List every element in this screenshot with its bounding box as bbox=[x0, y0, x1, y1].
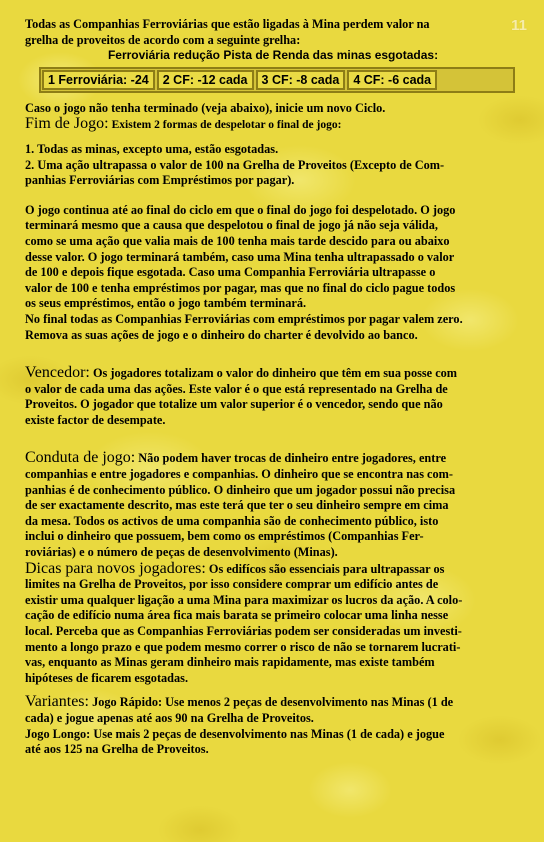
end-game-heading-line bbox=[25, 116, 521, 134]
text-line: Proveitos. O jogador que totalize um valor superior é o vencedor, sendo que não bbox=[25, 397, 443, 412]
list-text: Uma ação ultrapassa o valor de 100 na Grelha de Proveitos (Excepto de Com- bbox=[37, 157, 445, 172]
tips-heading: Dicas para novos jogadores: bbox=[25, 559, 206, 577]
end-game-paragraph bbox=[25, 203, 521, 343]
text-line bbox=[25, 365, 521, 382]
list-number: 1. bbox=[25, 141, 35, 156]
text-line: companhias e entre jogadores e companhias. O dinheiro que se encontra nas com- bbox=[25, 467, 454, 482]
text-line: até aos 125 na Grelha de Proveitos. bbox=[25, 742, 209, 757]
list-item bbox=[25, 142, 521, 158]
page-number: 11 bbox=[511, 17, 527, 34]
penalty-table bbox=[39, 67, 515, 93]
conduct-first-line: Não podem haver trocas de dinheiro entre jogadores, entre bbox=[138, 451, 447, 466]
text-line bbox=[25, 694, 521, 711]
text-line: panhias é de conhecimento público. O dinheiro que um jogador possui não precisa bbox=[25, 482, 456, 497]
text-line: o valor de cada uma das ações. Este valor é o que está representado na Grelha de bbox=[25, 381, 448, 396]
list-item bbox=[25, 158, 521, 174]
text-line: cação de edifício numa área fica mais barata se primeiro colocar uma linha nesse bbox=[25, 608, 449, 623]
conduct-heading: Conduta de jogo: bbox=[25, 449, 136, 467]
end-game-subheading: Existem 2 formas de despelotar o final de jogo: bbox=[111, 119, 342, 132]
intro-line-2: grelha de proveitos de acordo com a seguinte grelha: bbox=[25, 32, 301, 47]
rules-page bbox=[25, 17, 521, 758]
end-game-conditions bbox=[25, 142, 521, 189]
conduct-section bbox=[25, 450, 521, 560]
text-line: Remova as suas ações de jogo e o dinheiro do charter é devolvido ao banco. bbox=[25, 327, 418, 342]
text-line: cada) e jogue apenas até aos 90 na Grelha de Proveitos. bbox=[25, 710, 314, 725]
penalty-cell: 1 Ferroviária: -24 bbox=[42, 70, 155, 90]
text-line: de 100 e depois fique esgotada. Caso uma Companhia Ferroviária ultrapasse o bbox=[25, 265, 436, 280]
penalty-table-title: Ferroviária redução Pista de Renda das minas esgotadas: bbox=[107, 48, 439, 63]
text-line: O jogo continua até ao final do ciclo em que o final do jogo foi despelotado. O jogo bbox=[25, 202, 456, 217]
new-cycle-text: Caso o jogo não tenha terminado (veja abaixo), inicie um novo Ciclo. bbox=[25, 100, 386, 115]
text-line: de ser exactamente descrito, mas este terá que ter o seu dinheiro sempre em cima bbox=[25, 498, 449, 513]
text-line: mento a longo prazo e que podem mesmo correr o risco de não se tornarem lucrati- bbox=[25, 639, 461, 654]
penalty-cell: 3 CF: -8 cada bbox=[256, 70, 346, 90]
text-line: terminará mesmo que a causa que despelotou o final de jogo já não seja válida, bbox=[25, 218, 438, 233]
penalty-cell: 4 CF: -6 cada bbox=[347, 70, 437, 90]
text-line: limites na Grelha de Proveitos, por isso considere comprar um edifício antes de bbox=[25, 577, 439, 592]
text-line: desse valor. O jogo terminará também, caso uma Mina tenha ultrapassado o valor bbox=[25, 249, 455, 264]
text-line: existe factor de desempate. bbox=[25, 412, 166, 427]
tips-first-line: Os edifícos são essenciais para ultrapassar os bbox=[208, 561, 445, 576]
winner-first-line: Os jogadores totalizam o valor do dinheiro que têm em sua posse com bbox=[92, 366, 458, 381]
intro-line-1: Todas as Companhias Ferroviárias que estão ligadas à Mina perdem valor na bbox=[25, 17, 430, 31]
text-line: local. Perceba que as Companhias Ferroviárias podem ser consideradas um investi- bbox=[25, 624, 462, 638]
variants-first-line: Jogo Rápido: Use menos 2 peças de desenvolvimento nas Minas (1 de bbox=[92, 695, 454, 710]
winner-section bbox=[25, 365, 521, 428]
tips-section bbox=[25, 561, 521, 687]
text-line: vas, enquanto as Minas geram dinheiro mais rapidamente, mas existe também bbox=[25, 655, 435, 670]
variants-section bbox=[25, 694, 521, 757]
list-item-continuation: panhias Ferroviárias com Empréstimos por pagar). bbox=[25, 173, 295, 188]
text-line: inclui o dinheiro que possuem, bem como os empréstimos (Companhias Fer- bbox=[25, 529, 424, 544]
text-line: os seus empréstimos, então o jogo também terminará. bbox=[25, 296, 307, 311]
list-text: Todas as minas, excepto uma, estão esgotadas. bbox=[37, 141, 279, 156]
text-line bbox=[25, 450, 521, 467]
text-line: hipóteses de ficarem esgotadas. bbox=[25, 670, 189, 685]
text-line: existir uma qualquer ligação a uma Mina para maximizar os lucros da ação. A colo- bbox=[25, 592, 463, 607]
winner-heading: Vencedor: bbox=[25, 364, 90, 382]
text-line: Jogo Longo: Use mais 2 peças de desenvolvimento nas Minas (1 de cada) e jogue bbox=[25, 726, 445, 741]
text-line bbox=[25, 561, 521, 578]
text-line: roviárias) e o número de peças de desenvolvimento (Minas). bbox=[25, 545, 338, 560]
end-game-heading: Fim de Jogo: bbox=[25, 115, 109, 133]
list-number: 2. bbox=[25, 157, 35, 172]
text-line: No final todas as Companhias Ferroviárias com empréstimos por pagar valem zero. bbox=[25, 311, 463, 326]
penalty-cell: 2 CF: -12 cada bbox=[157, 70, 254, 90]
text-line: da mesa. Todos os activos de uma companhia são de conhecimento público, isto bbox=[25, 513, 439, 528]
variants-heading: Variantes: bbox=[25, 693, 89, 711]
text-line: valor de 100 e tenha empréstimos por pagar, mas que no final do ciclo pague todos bbox=[25, 280, 456, 295]
text-line: como se uma ação que valia mais de 100 tenha mais tarde descido para ou abaixo bbox=[25, 233, 450, 248]
